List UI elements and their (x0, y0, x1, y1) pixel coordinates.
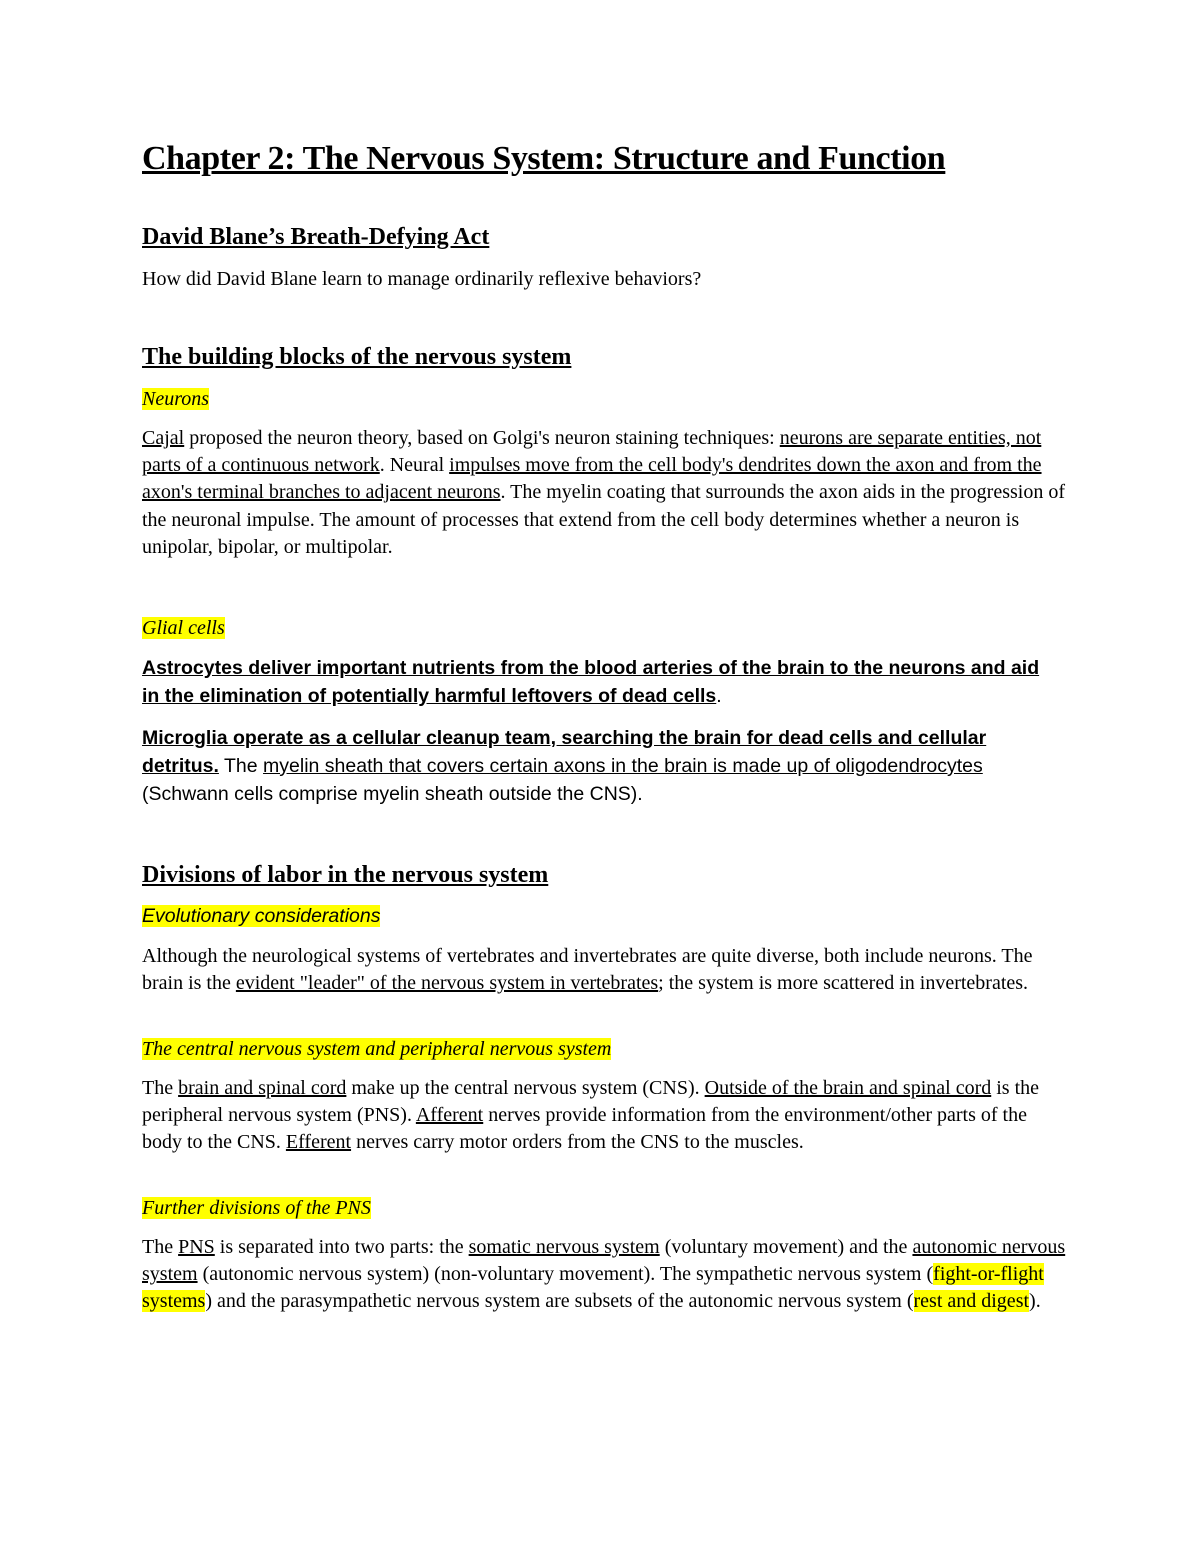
pns-text-9: ) and the parasympathetic nervous system are subsets of the autonomic nervous system ( (205, 1290, 914, 1313)
micro-text-1: Microglia operate as a cellular cleanup team, searching the brain for dead cells and cellular detritus. (142, 727, 987, 777)
pns-text-5: (voluntary movement) and the (659, 1236, 913, 1258)
section-heading-david-blane: David Blane’s Breath-Defying Act (142, 224, 490, 250)
cns-text-1: The (142, 1077, 179, 1099)
pns-text-7: (autonomic nervous system) (non-voluntary movement). The sympathetic nervous system ( (197, 1263, 934, 1286)
neurons-label: Neurons (142, 388, 210, 410)
pns-label: Further divisions of the PNS (142, 1197, 371, 1219)
cns-text-8: Efferent (285, 1131, 352, 1154)
cns-text-9: nerves carry motor orders from the CNS to the muscles. (351, 1131, 804, 1154)
section-heading-building-blocks: The building blocks of the nervous system (142, 344, 572, 370)
neurons-paragraph (142, 425, 1067, 561)
pns-text-1: The (142, 1236, 179, 1258)
subheading-cns-pns (142, 1038, 611, 1061)
neurons-text-1: Cajal (142, 427, 185, 449)
neurons-text-3: neurons are separate entities, not parts of a continuous network (142, 427, 1042, 477)
astro-text-2: . (716, 685, 722, 707)
cns-text-7: nerves provide information from the environment/other parts of the body to the CNS. (142, 1104, 1027, 1154)
cns-label: The central nervous system and peripheral nervous system (142, 1038, 612, 1060)
micro-text-3: myelin sheath that covers certain axons in the brain is made up of oligodendrocytes (263, 755, 983, 777)
neurons-text-4: . Neural (379, 454, 450, 477)
cns-text-4: Outside of the brain and spinal cord (704, 1077, 992, 1099)
evo-text-2: evident "leader" of the nervous system in vertebrates (235, 972, 659, 995)
pns-text-4: somatic nervous system (468, 1236, 660, 1258)
chapter-title: Chapter 2: The Nervous System: Structure and Function (142, 140, 946, 177)
subheading-evolutionary (142, 905, 380, 928)
cns-text-3: make up the central nervous system (CNS). (346, 1077, 705, 1099)
astro-text-1: Astrocytes deliver important nutrients from the blood arteries of the brain to the neurons and aid in the elimination of potentially harmful leftovers of dead cells (142, 657, 1040, 707)
pns-text-6: autonomic nervous system (142, 1236, 1066, 1286)
astrocytes-paragraph (142, 654, 1052, 710)
micro-text-4: (Schwann cells comprise myelin sheath outside the CNS). (142, 783, 643, 805)
subheading-neurons (142, 388, 209, 411)
evo-label: Evolutionary considerations (142, 905, 381, 927)
evolutionary-paragraph (142, 943, 1067, 997)
microglia-paragraph (142, 724, 1052, 808)
cns-text-2: brain and spinal cord (178, 1077, 347, 1099)
pns-text-2: PNS (178, 1236, 215, 1258)
pns-text-8: fight-or-flight systems (142, 1263, 1044, 1313)
question-text: How did David Blane learn to manage ordinarily reflexive behaviors? (142, 268, 702, 290)
evo-text-3: ; the system is more scattered in invertebrates. (658, 972, 1029, 995)
glial-label: Glial cells (142, 617, 225, 639)
neurons-text-2: proposed the neuron theory, based on Golgi's neuron staining techniques: (184, 427, 780, 449)
cns-text-5: is the peripheral nervous system (PNS). (142, 1077, 1040, 1127)
pns-text-3: is separated into two parts: the (214, 1236, 469, 1258)
pns-text-10: rest and digest (913, 1290, 1030, 1313)
neurons-text-5: impulses move from the cell body's dendrites down the axon and from the axon's terminal branches to adjacent neurons (142, 454, 1042, 504)
micro-text-2: The (218, 755, 264, 777)
pns-text-11: ). (1029, 1290, 1041, 1313)
neurons-text-6: . The myelin coating that surrounds the axon aids in the progression of the neuronal impulse. The amount of processes that extend from the cell body determines whether a neuron is unipolar, bipolar, or multipolar. (142, 481, 1066, 558)
pns-paragraph (142, 1234, 1067, 1316)
cns-text-6: Afferent (415, 1104, 484, 1127)
cns-paragraph (142, 1075, 1067, 1157)
section-heading-divisions: Divisions of labor in the nervous system (142, 862, 549, 888)
subheading-glial-cells (142, 617, 225, 640)
subheading-pns-divisions (142, 1197, 371, 1220)
evo-text-1: Although the neurological systems of vertebrates and invertebrates are quite diverse, both include neurons. The brain is the (142, 945, 1033, 995)
